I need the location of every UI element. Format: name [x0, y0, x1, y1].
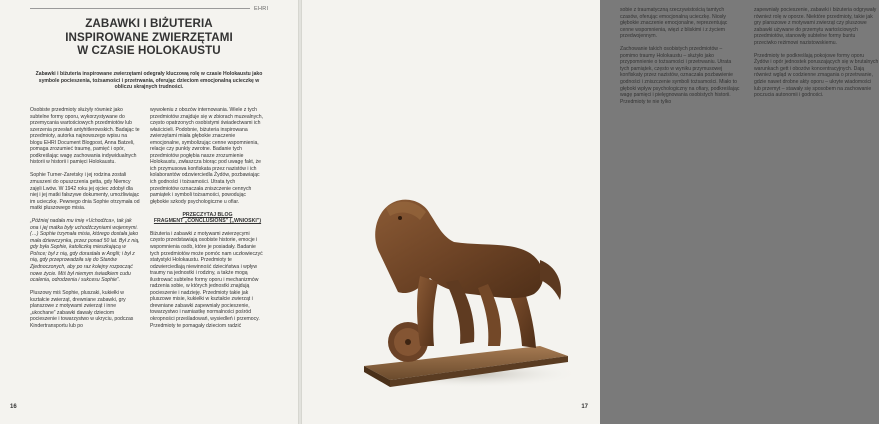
paragraph: wywołeniu z obozów internowania. Wiele z tych przedmiotów znajduje się w zbiorach muzealnych, często opatrzonych osobistymi świadectwami ich właścicieli. Podobnie, biżuteria inspirowana zwierzętami miała głębokie znaczenie emocjonalne, symbolizując cenne wspomnienia, relacje czy punkty zwrotne. Badanie tych przedmiotów pogłębia nasze zrozumienie Holokaustu, zwłaszcza biorąc pod uwagę fakt, że ich przymusowa konfiskata przez nazistów i ich kolaborantów odzwierciedla Żydów, pozbawiając ich godności i tożsamości. Utrata tych przedmiotów oznaczała zniszczenie cennych pamiątek i symboli tożsamości, powodując głębokie szkody psychologiczne u ofiar. — [150, 107, 263, 205]
left-column-1 — [30, 107, 140, 336]
page-number-left: 16 — [10, 404, 17, 410]
paragraph: Pluszowy miś Sophie, pluszaki, kukiełki w kształcie zwierząt, drewniane zabawki, gry planszowe z motywami zwierząt i inne „ukochane” zabawki dawały dzieciom pocieszenie i towarzystwo w ukryciu, podczas Kindertransportu lub po — [30, 290, 134, 329]
subhead-line-2: FRAGMENT „CONCLUSIONS” („WNIOSKI”) — [153, 218, 262, 225]
header-rule — [30, 8, 250, 9]
left-column-2 — [150, 107, 265, 336]
paragraph: Biżuteria i zabawki z motywami zwierzęcymi często przedstawiają osobiste historie, emocje i wspomnienia osób, które je posiadały. Badanie tych przedmiotów może pomóc nam uczłowieczyć statystyki Holokaustu. Przedmioty te odzwierciedlają niewinność dzieciństwa i wpływ traumy na jednostki i rodziny, a także mogą ilustrować subtelne formy oporu i mechanizmów radzenia sobie, w których jednostki znajdują pocieszenie i nadzieję. Przedmioty takie jak pluszowe misie, kukiełki w kształcie zwierząt i drewniane zabawki zapewniały pocieszenie, towarzystwo i namiastkę normalności pośród okropności prześladowań, wysiedleń i przemocy. Przedmioty te pomagały dzieciom radzić — [150, 230, 263, 329]
paragraph: zapewniały pocieszenie, zabawki i biżuteria odgrywały również rolę w oporze. Niektóre przedmioty, takie jak gry planszowe z motywami zwierząt czy pluszowe zabawki używane do przemytu wartościowych przedmiotów, stanowiły subtelne formy buntu przeciwko reżimowi nazistowskiemu. — [754, 7, 877, 46]
left-page — [0, 0, 298, 424]
paragraph: Osobiste przedmioty służyły również jako subtelne formy oporu, wykorzystywane do przemycania wartościowych przedmiotów lub szerzenia przesłań antyhitlerowskich. Badając te przedmioty, autorka najnowszego wpisu na blogu EHRI Document Blogpost, Anna Batzeli, pomaga zrozumieć traumę, pamięć i opór, podkreślając wagę zachowania indywidualnych historii w historii i pamięci Holokaustu. — [30, 107, 140, 166]
header-tag: EHRI — [254, 6, 269, 12]
title-line-1: ZABAWKI I BIŻUTERIA — [85, 17, 213, 30]
quote-paragraph: „Później nadała mu imię «Uchodźca», tak jak ona i jej matka były uchodźczyniami wojennymi. (…) Sophie trzymała misia, którego dostała jako mała dziewczynka, przez ponad 50 lat. Był z nią, gdy była Sophie, katoliczką mieszkającą w Polsce; był z nią, gdy dorastała w Anglii; i był z nią, gdy przeprowadziła się do Stanów Zjednoczonych, aby po raz kolejny rozpocząć nowe życie. Miś był niemym świadkiem cudu ocalenia, odrodzenia i sukcesu Sophie”. — [30, 218, 140, 284]
lead-paragraph: Zabawki i biżuteria inspirowane zwierzętami odegrały kluczową rolę w czasie Holokaustu jako symbole pocieszenia, tożsamości i przetrwania, oferując dzieciom emocjonalną ucieczkę w obliczu skrajnych trudności. — [35, 71, 263, 91]
paragraph: Sophie Turner-Zaretsky i jej rodzina zostali zmuszeni do opuszczenia getta, gdy Niemcy zajęli Lwów. W 1942 roku jej ojciec zdobył dla niej i jej matki fałszywe dokumenty, umożliwiając im ucieczkę. Pewnego dnia Sophie otrzymała od matki pluszowego misia. — [30, 172, 140, 212]
read-blog-link[interactable] — [150, 212, 265, 225]
right-column-1 — [620, 7, 740, 112]
right-column-2 — [754, 7, 879, 105]
page-number-right: 17 — [581, 404, 588, 410]
wooden-horse-toy-icon — [350, 196, 580, 396]
paragraph: Przedmioty te podkreślają pokojowe formy oporu Żydów i opór jednostek poruszających się w brutalnych warunkach gett i obozów koncentracyjnych. Dają również wgląd w codzienne zmagania o przetrwanie, gdzie nawet drobne akty oporu – ukryte wiadomości lub przemyt – stawały się sposobem na zachowanie poczucia autonomii i godności. — [754, 52, 879, 99]
paragraph: Zachowanie takich osobistych przedmiotów – pomimo traumy Holokaustu – służyło jako przypomnienie o tożsamości i przetrwaniu. Utrata tych pamiątek, często w wyniku przymusowej konfiskaty przez nazistów, oznaczała pozbawienie godności i zniszczenie symboli tożsamości. Miało to głęboki wpływ psychologiczny na ofiary, podkreślając wagę pamięci i pielęgnowania osobistych historii. Przedmioty te nie tylko — [620, 46, 740, 105]
paragraph: sobie z traumatyczną rzeczywistością tamtych czasów, oferując emocjonalną ucieczkę. Niosły głębokie znaczenie emocjonalne, reprezentując cenne wspomnienia, więzi z bliskimi i z życiem przedwojennym. — [620, 7, 728, 40]
page-title — [30, 17, 268, 58]
title-line-2: INSPIROWANE ZWIERZĘTAMI — [65, 30, 233, 44]
right-page — [302, 0, 879, 424]
subhead-line-1: PRZECZYTAJ BLOG — [182, 211, 233, 218]
title-line-3: W CZASIE HOLOKAUSTU — [77, 44, 221, 58]
